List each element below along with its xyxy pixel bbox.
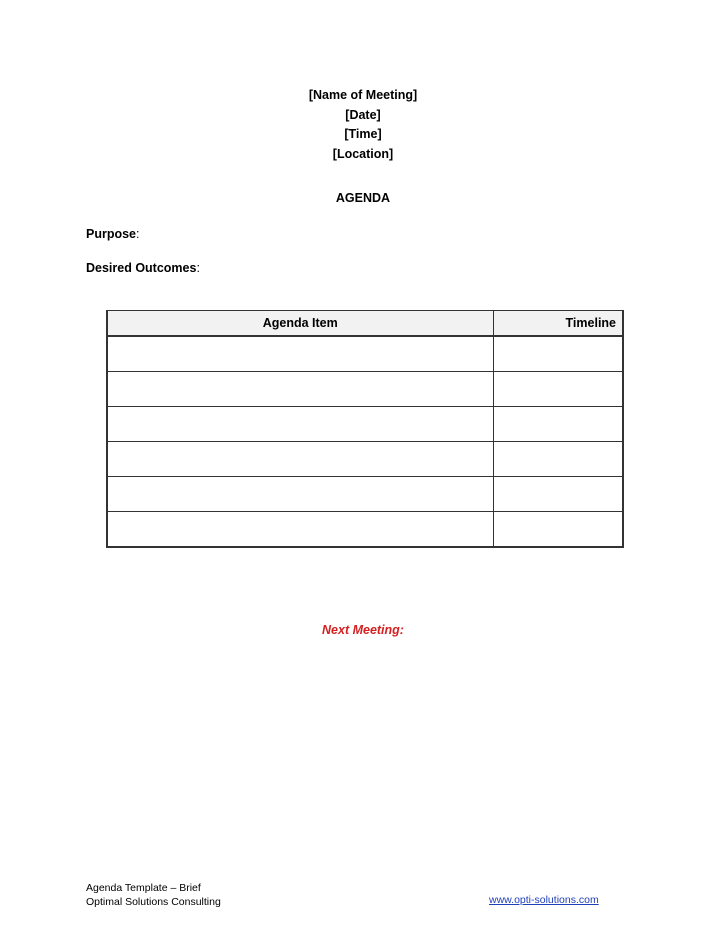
agenda-item-cell[interactable]	[107, 336, 493, 372]
table-row	[107, 372, 623, 407]
agenda-item-cell[interactable]	[107, 442, 493, 477]
table-row	[107, 407, 623, 442]
outcomes-colon: :	[196, 261, 200, 275]
meeting-date: [Date]	[345, 107, 381, 122]
agenda-title: AGENDA	[335, 191, 391, 205]
table-row	[107, 442, 623, 477]
purpose-label: Purpose	[86, 227, 137, 241]
table-row	[107, 336, 623, 372]
timeline-cell[interactable]	[493, 372, 623, 407]
purpose-colon: :	[136, 227, 140, 241]
agenda-item-cell[interactable]	[107, 477, 493, 512]
timeline-cell[interactable]	[493, 442, 623, 477]
column-header-agenda-item: Agenda Item	[107, 311, 493, 337]
purpose-field	[86, 227, 140, 241]
outcomes-field	[86, 261, 200, 275]
table-row	[107, 512, 623, 548]
footer-template-name: Agenda Template – Brief	[86, 882, 201, 894]
column-header-timeline: Timeline	[493, 311, 623, 337]
agenda-item-cell[interactable]	[107, 407, 493, 442]
agenda-item-cell[interactable]	[107, 372, 493, 407]
agenda-item-cell[interactable]	[107, 512, 493, 548]
footer-company-name: Optimal Solutions Consulting	[86, 896, 221, 908]
meeting-time: [Time]	[344, 127, 382, 141]
timeline-cell[interactable]	[493, 407, 623, 442]
timeline-cell[interactable]	[493, 477, 623, 512]
outcomes-label: Desired Outcomes	[86, 261, 197, 275]
website-link[interactable]: www.opti-solutions.com	[489, 894, 599, 906]
timeline-cell[interactable]	[493, 512, 623, 548]
meeting-name: [Name of Meeting]	[308, 88, 418, 102]
meeting-location: [Location]	[332, 146, 394, 161]
footer	[86, 881, 221, 909]
meeting-header	[263, 86, 463, 164]
next-meeting-label: Next Meeting:	[322, 623, 404, 637]
agenda-table-header	[107, 311, 623, 337]
agenda-table	[106, 310, 624, 548]
timeline-cell[interactable]	[493, 336, 623, 372]
table-row	[107, 477, 623, 512]
